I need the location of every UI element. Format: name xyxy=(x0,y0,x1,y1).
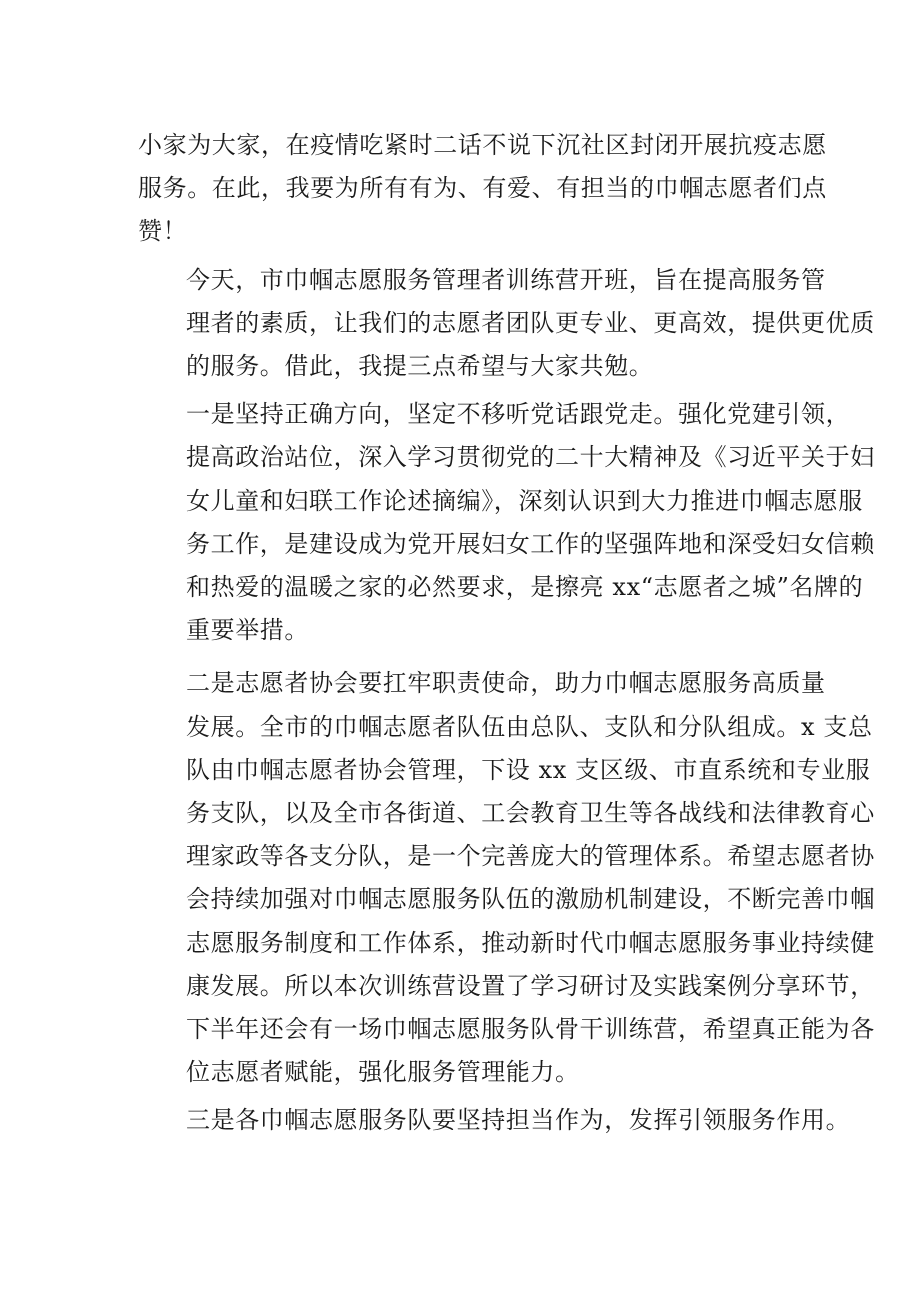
document-body xyxy=(138,124,875,1143)
text-line: 理家政等各支分队，是一个完善庞大的管理体系。希望志愿者协 xyxy=(186,842,875,871)
text-line: 一是坚持正确方向，坚定不移听党话跟党走。强化党建引领， xyxy=(186,400,851,429)
text-line: 今天，市巾帼志愿服务管理者训练营开班，旨在提高服务管 xyxy=(186,265,826,294)
text-line: 提高政治站位，深入学习贯彻党的二十大精神及《习近平关于妇 xyxy=(186,443,875,472)
text-line: 会持续加强对巾帼志愿服务队伍的激励机制建设，不断完善巾帼 xyxy=(186,885,875,914)
text-line: 女儿童和妇联工作论述摘编》，深刻认识到大力推进巾帼志愿服 xyxy=(186,486,863,515)
text-line: 康发展。所以本次训练营设置了学习研讨及实践案例分享环节， xyxy=(186,971,875,1000)
text-line: 位志愿者赋能，强化服务管理能力。 xyxy=(186,1058,580,1087)
text-line: 的服务。借此，我提三点希望与大家共勉。 xyxy=(186,352,654,381)
text-line: 队由巾帼志愿者协会管理，下设 xx 支区级、市直系统和专业服 xyxy=(186,755,871,784)
text-line: 二是志愿者协会要扛牢职责使命，助力巾帼志愿服务高质量 xyxy=(186,669,826,698)
text-line: 赞！ xyxy=(138,217,188,246)
text-line: 下半年还会有一场巾帼志愿服务队骨干训练营，希望真正能为各 xyxy=(186,1015,875,1044)
paragraph-3 xyxy=(138,393,875,652)
text-line: 理者的素质，让我们的志愿者团队更专业、更高效，提供更优质 xyxy=(186,308,875,337)
text-line: 发展。全市的巾帼志愿者队伍由总队、支队和分队组成。x 支总 xyxy=(186,712,873,741)
text-line: 务支队，以及全市各街道、工会教育卫生等各战线和法律教育心 xyxy=(186,799,875,828)
paragraph-2 xyxy=(138,259,875,389)
text-line: 重要举措。 xyxy=(186,616,309,645)
paragraph-4 xyxy=(138,662,875,1094)
text-line: 服务。在此，我要为所有有为、有爱、有担当的巾帼志愿者们点 xyxy=(138,174,827,203)
text-line: 志愿服务制度和工作体系，推动新时代巾帼志愿服务事业持续健 xyxy=(186,928,875,957)
text-line: 三是各巾帼志愿服务队要坚持担当作为，发挥引领服务作用。 xyxy=(186,1106,851,1135)
paragraph-1 xyxy=(138,124,827,254)
paragraph-5 xyxy=(138,1099,851,1142)
text-line: 务工作，是建设成为党开展妇女工作的坚强阵地和深受妇女信赖 xyxy=(186,529,875,558)
text-line: 和热爱的温暖之家的必然要求，是擦亮 xx“志愿者之城”名牌的 xyxy=(186,573,864,602)
text-line: 小家为大家，在疫情吃紧时二话不说下沉社区封闭开展抗疫志愿 xyxy=(138,131,827,159)
